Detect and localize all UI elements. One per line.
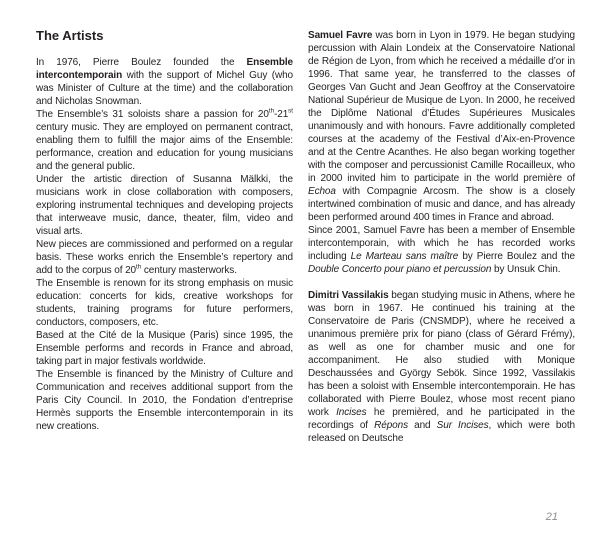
- text-run: Under the artistic direction of Susanna Mälkki, the musicians work in close collaboration with composers, exploring instrumental techniques and developing projects that interweave music, dance, theater, film, video and visual arts.: [36, 174, 293, 237]
- paragraph: [36, 56, 293, 108]
- text-run: th: [268, 107, 275, 115]
- text-run: In 1976, Pierre Boulez founded the: [36, 57, 247, 68]
- paragraph: [308, 29, 575, 224]
- text-run: The Ensemble is financed by the Ministry of Culture and Communication and receives additional support from the Paris City Council. In 2010, the Fondation d’entreprise Hermès supports the Ensemble intercontemporain in its new creations.: [36, 369, 293, 432]
- text-run: Répons: [374, 420, 408, 431]
- text-run: he premièred, and he participated in the recordings of: [308, 407, 575, 431]
- text-run: Echoa: [308, 186, 336, 197]
- text-run: Incises: [336, 407, 367, 418]
- text-run: New pieces are commissioned and performed on a regular basis. These works enrich the Ensemble’s repertory and add to the corpus of 20: [36, 239, 293, 276]
- paragraph: [36, 173, 293, 238]
- text-run: by Unsuk Chin.: [491, 264, 561, 275]
- text-run: th: [136, 263, 142, 271]
- text-run: Dimitri Vassilakis: [308, 290, 389, 301]
- text-run: Samuel Favre: [308, 30, 373, 41]
- text-run: with Compagnie Arcosm. The show is a closely intertwined combination of music and dance, and has already been performed around 400 times in France and abroad.: [308, 186, 575, 223]
- paragraph: [308, 224, 575, 276]
- text-run: was born in Lyon in 1979. He began studying percussion with Alain Londeix at the Conservatoire National de Région de Lyon, from which he received a médaille d’or in 1996. That same year, he transferred to the classes of Georges Van Gucht and Jean Geoffroy at the Conservatoire National Supérieur de Musique de Lyon. In 2000, he received the Diplôme National d’Études Supérieures Musicales unanimously and with honours. Favre additionally completed courses at the academy of the Festival d’Aix-en-Provence and at the Centre Acanthes. He also began working together with the composer and percussionist Camille Rocailleux, who in 2000 invited him to participate in the world première of: [308, 30, 575, 184]
- paragraph: [36, 108, 293, 173]
- text-run: began studying music in Athens, where he was born in 1967. He continued his training at the Conservatoire de Paris (CNSMDP), where he received a unanimous première prix for piano (class of Gérard Frémy), as well as one for chamber music and one for accompaniment. He also studied with Monique Deschaussées and György Sebök. Since 1992, Vassilakis has been a soloist with Ensemble intercontemporain. He has collaborated with Pierre Boulez, whose most recent piano work: [308, 290, 575, 418]
- page-number: 21: [545, 511, 558, 523]
- left-column-text: [36, 56, 293, 433]
- text-run: st: [288, 107, 293, 115]
- text-run: Based at the Cité de la Musique (Paris) since 1995, the Ensemble performs and records in France and abroad, taking part in major festivals worldwide.: [36, 330, 293, 367]
- paragraph: [36, 329, 293, 368]
- text-run: and: [407, 420, 437, 431]
- page-title: The Artists: [36, 28, 104, 43]
- text-run: The Ensemble’s 31 soloists share a passion for 20: [36, 109, 269, 120]
- text-run: century music. They are employed on permanent contract, enabling them to fulfill the major aims of the Ensemble: performance, creation and education for young musicians and the general public.: [36, 122, 293, 172]
- text-run: The Ensemble is renown for its strong emphasis on music education: concerts for kids, creative workshops for students, training programs for future performers, conductors, composers, etc.: [36, 278, 293, 328]
- text-run: Le Marteau sans maître: [350, 251, 459, 262]
- left-column: [36, 29, 293, 445]
- right-column: [308, 29, 575, 445]
- paragraph: [36, 368, 293, 433]
- text-run: by Pierre Boulez and the: [458, 251, 576, 262]
- paragraph: [308, 289, 575, 445]
- text-run: Sur Incises: [436, 420, 489, 431]
- text-run: , which were both released on Deutsche: [308, 420, 575, 444]
- text-run: with the support of Michel Guy (who was Minister of Culture at the time) and the collaboration and Nicholas Snowman.: [36, 70, 293, 107]
- paragraph: [36, 277, 293, 329]
- text-run: century masterworks.: [141, 265, 237, 276]
- two-column-layout: [36, 29, 575, 445]
- text-run: Since 2001, Samuel Favre has been a member of Ensemble intercontemporain, with which he has recorded works including: [308, 225, 575, 262]
- text-run: -21: [274, 109, 289, 120]
- text-run: Ensemble intercontemporain: [36, 57, 293, 81]
- text-run: Double Concerto pour piano et percussion: [308, 264, 492, 275]
- paragraph: [36, 238, 293, 277]
